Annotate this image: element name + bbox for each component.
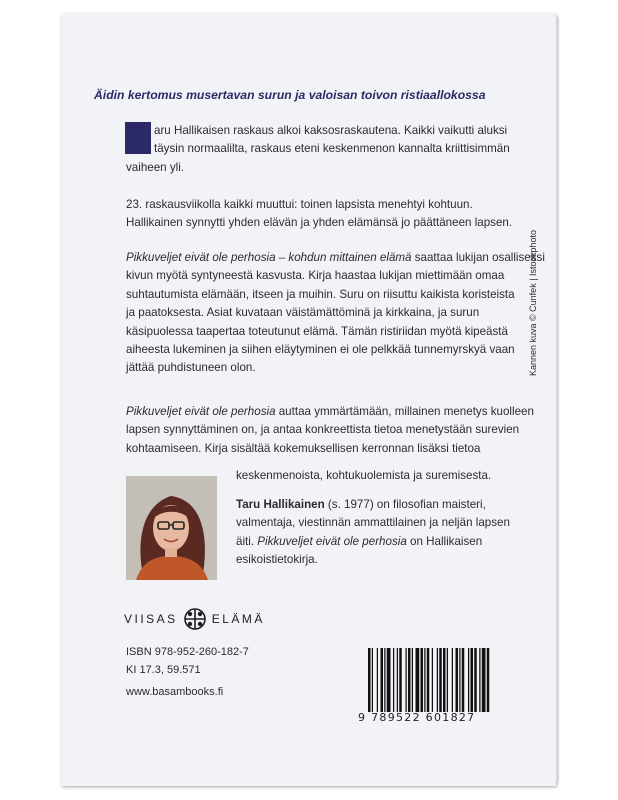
tagline: Äidin kertomus musertavan surun ja valoisan toivon ristiaallokossa	[94, 88, 486, 102]
barcode-bar	[416, 648, 420, 712]
barcode-number: 9 789522 601827	[358, 711, 476, 724]
barcode-bar	[412, 648, 413, 712]
bio-line: valmentaja, viestinnän ammattilainen ja neljän lapsen	[236, 516, 510, 530]
barcode-bar	[368, 648, 371, 712]
barcode-bar	[439, 648, 442, 712]
barcode-bar	[432, 648, 433, 712]
book-title-italic: Pikkuveljet eivät ole perhosia	[257, 534, 407, 548]
blurb-line	[126, 249, 546, 267]
blurb-line: kivun myötä syntyneestä kasvusta. Kirja haastaa lukijan miettimään omaa	[126, 269, 505, 283]
website: www.basambooks.fi	[126, 686, 224, 698]
barcode-bar	[406, 648, 407, 712]
bio-text: äiti.	[236, 534, 258, 548]
blurb-paragraph-3	[126, 249, 546, 378]
barcode-bar	[408, 648, 411, 712]
barcode-bar	[443, 648, 446, 712]
blurb-line: lapsen synnyttäminen on, ja antaa konkreettista tietoa menetystään surevien	[126, 423, 520, 437]
barcode-bar	[387, 648, 391, 712]
cover-edge	[556, 18, 559, 782]
publisher-name-left: VIISAS	[124, 612, 178, 626]
barcode-bar	[474, 648, 477, 712]
barcode-bar	[471, 648, 474, 712]
barcode-bar	[424, 648, 425, 712]
barcode-bar	[421, 648, 424, 712]
author-name: Taru Hallikainen	[236, 498, 325, 511]
book-title-italic: Pikkuveljet eivät ole perhosia – kohdun mittainen elämä	[126, 251, 412, 264]
author-bio	[236, 496, 536, 570]
publisher-logo	[124, 608, 265, 630]
barcode-bar	[381, 648, 384, 712]
author-photo	[126, 476, 217, 580]
blurb-line: aru Hallikaisen raskaus alkoi kaksosraskautena. Kaikki vaikutti aluksi	[154, 124, 508, 137]
book-info	[126, 643, 306, 701]
book-title-italic: Pikkuveljet eivät ole perhosia	[126, 405, 276, 418]
isbn: ISBN 978-952-260-182-7	[126, 646, 249, 658]
barcode-bar	[447, 648, 448, 712]
barcode-bar	[456, 648, 459, 712]
blurb-line: vaiheen yli.	[126, 160, 185, 174]
blurb-line: Hallikainen synnytti yhden elävän ja yhden elämänsä jo päättäneen lapsen.	[126, 216, 513, 230]
classification: KI 17.3, 59.571	[126, 664, 201, 676]
bio-text: (s. 1977) on filosofian maisteri,	[324, 498, 486, 511]
blurb-line: jättää puhdistuneen olon.	[126, 361, 256, 375]
blurb-line: kohtaamiseen. Kirja sisältää kokemuksellisen kerronnan lisäksi tietoa	[126, 441, 481, 455]
barcode-bar	[372, 648, 373, 712]
blurb-line: suhtautumista elämään, itseen ja muihin. Suru on riisuttu kaikista koristeista	[126, 287, 515, 301]
blurb-line: ja paatoksesta. Asiat kuvataan väistämättöminä ja kirkkaina, ja surun	[126, 306, 480, 320]
bio-line	[236, 496, 536, 514]
blurb-line: täysin normaalilta, raskaus eteni keskenmenon kannalta kriittisimmän	[154, 142, 510, 156]
blurb-line: keskenmenoista, kohtukuolemista ja suremisesta.	[236, 469, 492, 482]
barcode-bar	[393, 648, 394, 712]
barcode-bar	[479, 648, 480, 712]
blurb-line: käsipuolessa taapertaa toteutunut elämä. Tämän ristiriidan myötä kipeästä	[126, 324, 508, 338]
barcode-bar	[468, 648, 469, 712]
barcode-bar	[427, 648, 430, 712]
blurb-paragraph-1	[126, 122, 546, 177]
blurb-paragraph-2	[126, 196, 546, 233]
barcode-bar	[462, 648, 465, 712]
blurb-paragraph-4	[126, 403, 546, 458]
bio-line	[236, 533, 536, 551]
barcode	[366, 648, 532, 712]
blurb-text: saattaa lukijan osalliseksi	[411, 251, 545, 264]
publisher-name-right: ELÄMÄ	[211, 612, 265, 626]
barcode-bar	[459, 648, 460, 712]
barcode-bar	[377, 648, 378, 712]
publisher-emblem-icon	[184, 608, 206, 630]
blurb-text: auttaa ymmärtämään, millainen menetys kuolleen	[275, 405, 534, 418]
barcode-bar	[437, 648, 438, 712]
blurb-line: aiheesta lukeminen ja siihen eläytyminen ei ole pelkkää tunnemyrskyä vaan	[126, 343, 515, 357]
barcode-bar	[452, 648, 453, 712]
bio-text: on Hallikaisen	[406, 534, 483, 548]
bio-line: esikoistietokirja.	[236, 553, 318, 567]
blurb-line	[126, 403, 546, 421]
cover-image-credit: Kannen kuva © Cunfek | Istockphoto	[528, 229, 538, 376]
blurb-line: 23. raskausviikolla kaikki muuttui: toinen lapsista menehtyi kohtuun.	[126, 198, 473, 211]
author-portrait-image	[126, 476, 217, 580]
blurb-paragraph-4-end	[236, 467, 536, 485]
drop-cap-letter: T	[125, 122, 126, 123]
barcode-bar	[487, 648, 490, 712]
barcode-bar	[384, 648, 385, 712]
barcode-bar	[397, 648, 398, 712]
barcode-bar	[482, 648, 486, 712]
barcode-bar	[399, 648, 402, 712]
